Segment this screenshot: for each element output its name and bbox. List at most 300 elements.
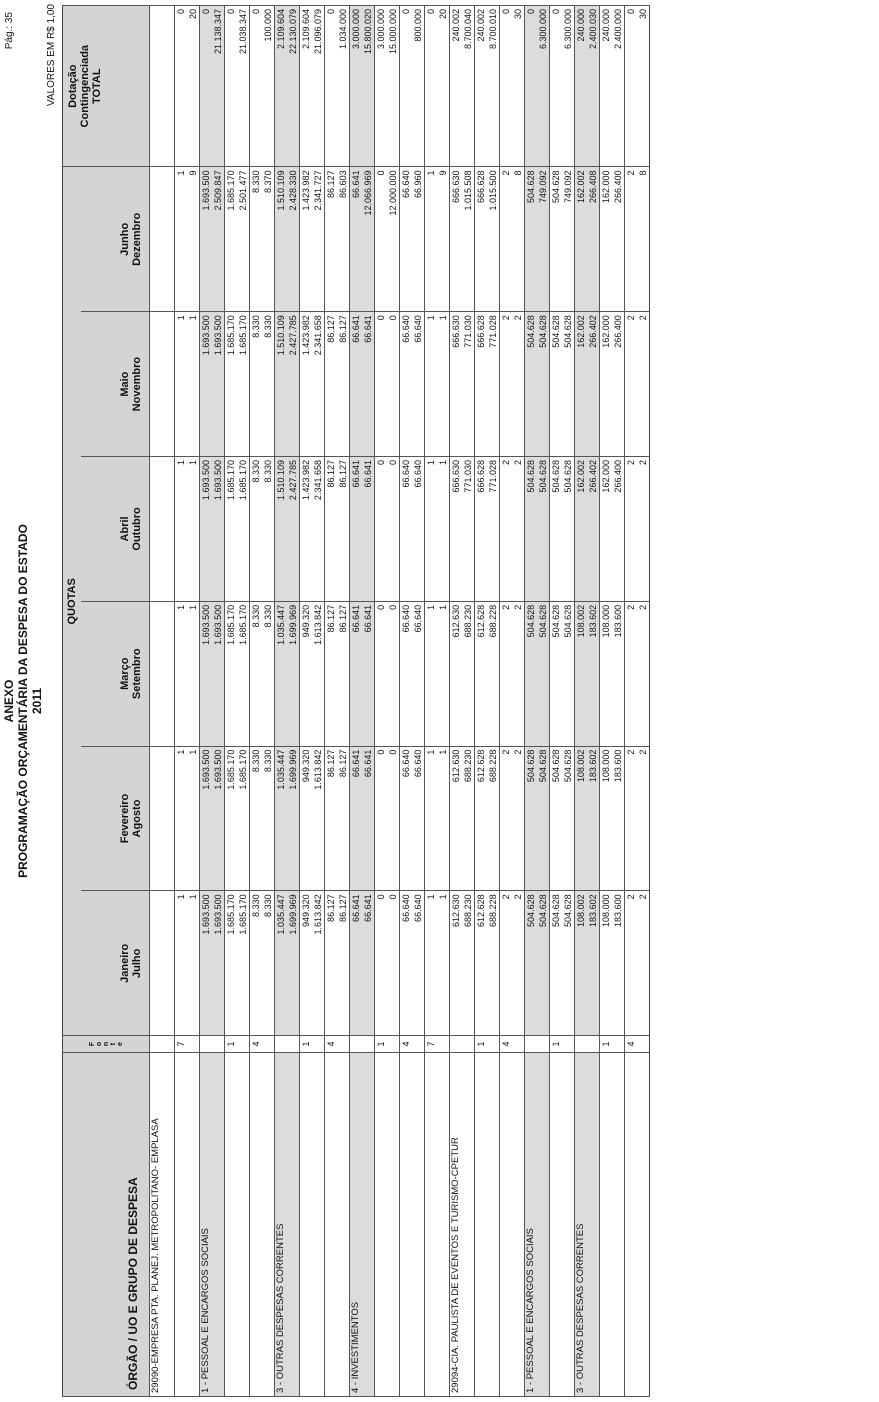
quota-value: 12.066.969: [362, 167, 375, 312]
quota-value: 2: [500, 601, 513, 746]
quota-value: 86.127: [337, 457, 350, 602]
dotacao-value: 21.096.079: [312, 6, 325, 167]
fonte-spacer: [337, 1036, 350, 1053]
row-label-spacer: [162, 1052, 175, 1396]
fonte-spacer: [412, 1036, 425, 1053]
dotacao-value: 240.000: [575, 6, 588, 167]
quota-value: 1: [187, 601, 200, 746]
quota-value: [150, 167, 163, 312]
dotacao-value: 2.109.604: [300, 6, 313, 167]
quota-value: [162, 312, 175, 457]
quota-value: 66.641: [362, 312, 375, 457]
quota-value: 66.640: [400, 167, 413, 312]
quota-value: 666.630: [450, 457, 463, 602]
quota-value: 1.035.447: [275, 891, 288, 1036]
quota-value: 1: [187, 457, 200, 602]
table-row: [625, 6, 638, 1397]
quota-value: 1.035.447: [275, 746, 288, 891]
fonte-spacer: [362, 1036, 375, 1053]
table-row: [162, 6, 175, 1397]
row-label: [500, 1052, 513, 1396]
table-row: [237, 6, 250, 1397]
org-unit-label: 29090-EMPRESA PTA. PLANEJ. METROPOLITANO- EMPLASA: [150, 1052, 163, 1396]
quota-value: 1.693.500: [200, 746, 213, 891]
dotacao-value: 3.000.000: [350, 6, 363, 167]
quota-value: 666.630: [450, 312, 463, 457]
quota-value: 162.002: [575, 167, 588, 312]
quota-value: 1.699.969: [287, 601, 300, 746]
dotacao-value: 15.800.020: [362, 6, 375, 167]
quota-value: 108.002: [575, 746, 588, 891]
quota-value: 1: [175, 746, 188, 891]
fonte-spacer: [262, 1036, 275, 1053]
quota-value: 1.015.500: [487, 167, 500, 312]
dotacao-value: 6.300.000: [537, 6, 550, 167]
fonte-spacer: [162, 1036, 175, 1053]
quota-value: 504.628: [537, 312, 550, 457]
quota-value: 1.693.500: [212, 457, 225, 602]
dotacao-value: 0: [250, 6, 263, 167]
row-label-spacer: [387, 1052, 400, 1396]
dotacao-value: 0: [500, 6, 513, 167]
quota-value: 504.628: [562, 601, 575, 746]
quota-value: 504.628: [562, 312, 575, 457]
quota-value: 1.693.500: [200, 167, 213, 312]
dotacao-value: 30: [512, 6, 525, 167]
quota-value: 0: [387, 457, 400, 602]
fonte-cell: 4: [250, 1036, 263, 1053]
dotacao-value: 0: [175, 6, 188, 167]
quota-value: 183.602: [587, 601, 600, 746]
quota-value: 1: [425, 167, 438, 312]
quota-value: 2.509.847: [212, 167, 225, 312]
quota-value: 612.628: [475, 891, 488, 1036]
quota-value: 162.000: [600, 457, 613, 602]
row-label: [400, 1052, 413, 1396]
table-row: [550, 6, 563, 1397]
dotacao-value: 0: [550, 6, 563, 167]
quota-value: [162, 457, 175, 602]
quota-value: 183.600: [612, 891, 625, 1036]
quota-value: 66.641: [362, 457, 375, 602]
quota-value: [150, 457, 163, 602]
quota-value: 0: [387, 891, 400, 1036]
quota-value: 8.330: [262, 312, 275, 457]
month-header-4: Abril Outubro: [81, 457, 150, 602]
row-label-spacer: [537, 1052, 550, 1396]
dotacao-value: 0: [325, 6, 338, 167]
quota-value: 1.423.982: [300, 167, 313, 312]
fonte-cell: 4: [500, 1036, 513, 1053]
quota-value: 86.127: [325, 312, 338, 457]
quota-value: 1.510.109: [275, 167, 288, 312]
expense-group-label: 3 - OUTRAS DESPESAS CORRENTES: [275, 1052, 288, 1396]
fonte-spacer: [437, 1036, 450, 1053]
quota-value: 9: [437, 167, 450, 312]
table-row: [200, 6, 213, 1397]
document-year: 2011: [30, 687, 44, 715]
dotacao-value: 0: [425, 6, 438, 167]
quota-value: 66.640: [412, 891, 425, 1036]
quota-value: 66.640: [412, 457, 425, 602]
quota-value: 612.630: [450, 746, 463, 891]
table-row: [150, 6, 163, 1397]
quota-value: 2: [500, 312, 513, 457]
quota-value: 2: [500, 457, 513, 602]
fonte-cell: 1: [600, 1036, 613, 1053]
fonte-cell: [150, 1036, 163, 1053]
row-label-spacer: [437, 1052, 450, 1396]
quota-value: 183.602: [587, 891, 600, 1036]
quota-value: 183.602: [587, 746, 600, 891]
quota-value: 1.693.500: [200, 312, 213, 457]
quota-value: 66.640: [412, 601, 425, 746]
quota-value: 1: [437, 891, 450, 1036]
table-row: [487, 6, 500, 1397]
quota-value: [162, 891, 175, 1036]
quota-value: [150, 891, 163, 1036]
month-header-5: Maio Novembro: [81, 312, 150, 457]
quota-value: 66.641: [362, 891, 375, 1036]
quota-value: 504.628: [550, 312, 563, 457]
quota-value: 0: [375, 746, 388, 891]
quota-value: 266.402: [587, 457, 600, 602]
quota-value: 66.641: [350, 891, 363, 1036]
quota-value: 8.330: [262, 746, 275, 891]
quota-value: 8.330: [250, 457, 263, 602]
quota-value: 66.641: [350, 746, 363, 891]
fonte-spacer: [562, 1036, 575, 1053]
quota-value: [150, 601, 163, 746]
dotacao-value: 2.109.604: [275, 6, 288, 167]
row-label: [625, 1052, 638, 1396]
quota-value: 504.628: [562, 457, 575, 602]
quota-value: 2: [500, 891, 513, 1036]
quota-value: 8.330: [250, 891, 263, 1036]
quota-value: 771.030: [462, 457, 475, 602]
annex-label: ANEXO: [2, 679, 16, 723]
fonte-cell: 1: [475, 1036, 488, 1053]
quota-value: 8: [512, 167, 525, 312]
quota-value: 504.628: [525, 891, 538, 1036]
quota-value: 2: [637, 601, 650, 746]
quota-value: 1.685.170: [225, 601, 238, 746]
quota-value: 8.330: [262, 601, 275, 746]
quota-value: 949.320: [300, 601, 313, 746]
quota-value: 1.613.842: [312, 746, 325, 891]
quota-value: 504.628: [550, 167, 563, 312]
quota-value: 66.641: [350, 312, 363, 457]
row-label-spacer: [412, 1052, 425, 1396]
quota-value: 108.000: [600, 891, 613, 1036]
quota-value: 1: [425, 891, 438, 1036]
quota-value: 66.641: [362, 746, 375, 891]
quota-value: 162.000: [600, 312, 613, 457]
quota-value: 1: [437, 601, 450, 746]
dotacao-value: 0: [225, 6, 238, 167]
fonte-cell: [275, 1036, 288, 1053]
quota-value: 1.685.170: [237, 746, 250, 891]
table-row: [412, 6, 425, 1397]
quota-value: 666.630: [450, 167, 463, 312]
row-label: [325, 1052, 338, 1396]
dotacao-value: 20: [187, 6, 200, 167]
quota-value: 266.400: [612, 457, 625, 602]
quota-value: 66.960: [412, 167, 425, 312]
quota-value: 1.685.170: [225, 312, 238, 457]
quota-value: 86.127: [325, 746, 338, 891]
quota-value: 8.330: [250, 312, 263, 457]
quota-value: 1: [175, 891, 188, 1036]
fonte-spacer: [612, 1036, 625, 1053]
fonte-spacer: [537, 1036, 550, 1053]
table-row: [225, 6, 238, 1397]
quota-value: 66.640: [400, 457, 413, 602]
dotacao-header: Dotação Contingenciada TOTAL: [63, 6, 150, 167]
expense-group-label: 4 - INVESTIMENTOS: [350, 1052, 363, 1396]
dotacao-value: 1.034.000: [337, 6, 350, 167]
quota-value: 266.402: [587, 312, 600, 457]
quota-value: 2: [625, 891, 638, 1036]
quota-value: 1: [175, 601, 188, 746]
quota-value: 2: [625, 457, 638, 602]
table-row: [425, 6, 438, 1397]
table-row: [250, 6, 263, 1397]
row-label: [375, 1052, 388, 1396]
quota-value: 1.693.500: [212, 601, 225, 746]
quota-value: 688.228: [487, 601, 500, 746]
table-row: [275, 6, 288, 1397]
row-label-spacer: [237, 1052, 250, 1396]
quota-value: 2.427.785: [287, 312, 300, 457]
quota-value: 162.000: [600, 167, 613, 312]
row-label: [425, 1052, 438, 1396]
quota-value: 86.127: [337, 746, 350, 891]
month-header-2: Fevereiro Agosto: [81, 746, 150, 891]
quota-value: 0: [375, 457, 388, 602]
table-row: [262, 6, 275, 1397]
quota-value: 2.341.658: [312, 312, 325, 457]
quota-value: 183.600: [612, 746, 625, 891]
table-row: [375, 6, 388, 1397]
org-unit-label: 29094-CIA. PAULISTA DE EVENTOS E TURISMO-CPETUR: [450, 1052, 463, 1396]
dotacao-value: 2.400.000: [612, 6, 625, 167]
quota-value: 1.693.500: [212, 746, 225, 891]
quota-value: 504.628: [550, 601, 563, 746]
quota-value: 1.693.500: [200, 457, 213, 602]
quota-value: 688.230: [462, 746, 475, 891]
quota-value: 86.127: [337, 891, 350, 1036]
row-label-spacer: [337, 1052, 350, 1396]
quota-value: 749.092: [537, 167, 550, 312]
quota-value: 1: [425, 312, 438, 457]
quota-value: 2.427.785: [287, 457, 300, 602]
quota-value: 1.423.982: [300, 457, 313, 602]
quota-value: 2: [512, 457, 525, 602]
quota-value: 2.501.477: [237, 167, 250, 312]
row-label-spacer: [462, 1052, 475, 1396]
row-label-spacer: [512, 1052, 525, 1396]
quota-value: 66.640: [400, 601, 413, 746]
table-row: [387, 6, 400, 1397]
quota-value: 8.330: [250, 167, 263, 312]
fonte-cell: 1: [550, 1036, 563, 1053]
quota-value: 771.030: [462, 312, 475, 457]
quota-value: 1.423.982: [300, 312, 313, 457]
quota-value: 162.002: [575, 457, 588, 602]
fonte-cell: [350, 1036, 363, 1053]
table-row: [400, 6, 413, 1397]
quota-value: 949.320: [300, 891, 313, 1036]
quota-value: 2.341.658: [312, 457, 325, 602]
quota-value: 2: [512, 601, 525, 746]
quota-value: 1.685.170: [225, 746, 238, 891]
quota-value: 504.628: [525, 746, 538, 891]
table-row: [537, 6, 550, 1397]
table-row: [337, 6, 350, 1397]
quota-value: 1.699.969: [287, 746, 300, 891]
fonte-cell: 4: [625, 1036, 638, 1053]
org-column-header: ÓRGÃO / UO E GRUPO DE DESPESA: [63, 1052, 150, 1396]
quota-value: 504.628: [525, 457, 538, 602]
dotacao-value: 100.000: [262, 6, 275, 167]
quota-value: 108.002: [575, 601, 588, 746]
quota-value: 1.685.170: [237, 457, 250, 602]
fonte-cell: 1: [375, 1036, 388, 1053]
quota-value: 1: [175, 312, 188, 457]
quota-value: 86.127: [325, 891, 338, 1036]
table-row: [637, 6, 650, 1397]
table-row: [312, 6, 325, 1397]
fonte-spacer: [212, 1036, 225, 1053]
table-row: [350, 6, 363, 1397]
row-label-spacer: [637, 1052, 650, 1396]
quota-value: 1.685.170: [237, 891, 250, 1036]
quota-value: 266.400: [612, 312, 625, 457]
quota-value: 504.628: [550, 457, 563, 602]
quota-value: 771.028: [487, 457, 500, 602]
table-row: [600, 6, 613, 1397]
quota-value: 504.628: [562, 891, 575, 1036]
fonte-spacer: [637, 1036, 650, 1053]
dotacao-value: 22.130.079: [287, 6, 300, 167]
table-row: [187, 6, 200, 1397]
table-row: [525, 6, 538, 1397]
fonte-spacer: [312, 1036, 325, 1053]
row-label-spacer: [262, 1052, 275, 1396]
quota-value: 0: [375, 312, 388, 457]
quota-value: 183.600: [612, 601, 625, 746]
quota-value: 2.428.330: [287, 167, 300, 312]
fonte-spacer: [462, 1036, 475, 1053]
quota-value: 2: [637, 457, 650, 602]
quota-value: 666.628: [475, 312, 488, 457]
quota-value: [162, 167, 175, 312]
quota-value: 2: [512, 312, 525, 457]
fonte-cell: 7: [175, 1036, 188, 1053]
dotacao-value: 3.000.000: [375, 6, 388, 167]
row-label-spacer: [612, 1052, 625, 1396]
quota-value: 266.400: [612, 167, 625, 312]
row-label: [175, 1052, 188, 1396]
table-row: [500, 6, 513, 1397]
table-row: [612, 6, 625, 1397]
expense-group-label: 1 - PESSOAL E ENCARGOS SOCIAIS: [525, 1052, 538, 1396]
quota-value: 504.628: [550, 746, 563, 891]
quota-value: 8.330: [250, 601, 263, 746]
table-row: [362, 6, 375, 1397]
fonte-cell: 7: [425, 1036, 438, 1053]
table-row: [325, 6, 338, 1397]
quota-value: 1: [437, 457, 450, 602]
quota-value: 612.630: [450, 601, 463, 746]
dotacao-value: 21.038.347: [237, 6, 250, 167]
quota-value: 2: [500, 167, 513, 312]
budget-table-wrapper: [62, 5, 874, 1397]
quota-value: 2: [512, 891, 525, 1036]
quota-value: 86.603: [337, 167, 350, 312]
quota-value: 749.092: [562, 167, 575, 312]
row-label: [550, 1052, 563, 1396]
dotacao-value: [162, 6, 175, 167]
quota-value: 688.230: [462, 891, 475, 1036]
quota-value: 2: [625, 312, 638, 457]
quota-value: 1: [187, 746, 200, 891]
budget-table: [62, 5, 650, 1397]
dotacao-value: [150, 6, 163, 167]
fonte-cell: [525, 1036, 538, 1053]
quota-value: 1: [175, 167, 188, 312]
row-label: [300, 1052, 313, 1396]
fonte-cell: 1: [225, 1036, 238, 1053]
quota-value: 8.330: [262, 457, 275, 602]
quota-value: 1: [437, 746, 450, 891]
dotacao-value: 8.700.040: [462, 6, 475, 167]
dotacao-value: 240.002: [475, 6, 488, 167]
quota-value: 504.628: [537, 891, 550, 1036]
quota-value: 612.630: [450, 891, 463, 1036]
quota-value: 1: [425, 457, 438, 602]
dotacao-value: 8.700.010: [487, 6, 500, 167]
dotacao-value: 240.002: [450, 6, 463, 167]
row-label-spacer: [287, 1052, 300, 1396]
fonte-spacer: [512, 1036, 525, 1053]
quota-value: 1.693.500: [200, 601, 213, 746]
row-label: [250, 1052, 263, 1396]
row-label-spacer: [312, 1052, 325, 1396]
quota-value: 1.693.500: [200, 891, 213, 1036]
quota-value: 108.000: [600, 746, 613, 891]
fonte-cell: [450, 1036, 463, 1053]
dotacao-value: 240.000: [600, 6, 613, 167]
row-label-spacer: [362, 1052, 375, 1396]
fonte-spacer: [187, 1036, 200, 1053]
quota-value: 1.510.109: [275, 312, 288, 457]
fonte-cell: 4: [325, 1036, 338, 1053]
table-row: [212, 6, 225, 1397]
quota-value: 86.127: [337, 312, 350, 457]
fonte-spacer: [237, 1036, 250, 1053]
quota-value: [162, 601, 175, 746]
quota-value: 1: [175, 457, 188, 602]
row-label-spacer: [187, 1052, 200, 1396]
quota-value: 66.640: [412, 746, 425, 891]
quota-value: 504.628: [525, 167, 538, 312]
table-body: [150, 6, 650, 1397]
month-header-3: Março Setembro: [81, 601, 150, 746]
quota-value: 108.002: [575, 891, 588, 1036]
quota-value: 9: [187, 167, 200, 312]
